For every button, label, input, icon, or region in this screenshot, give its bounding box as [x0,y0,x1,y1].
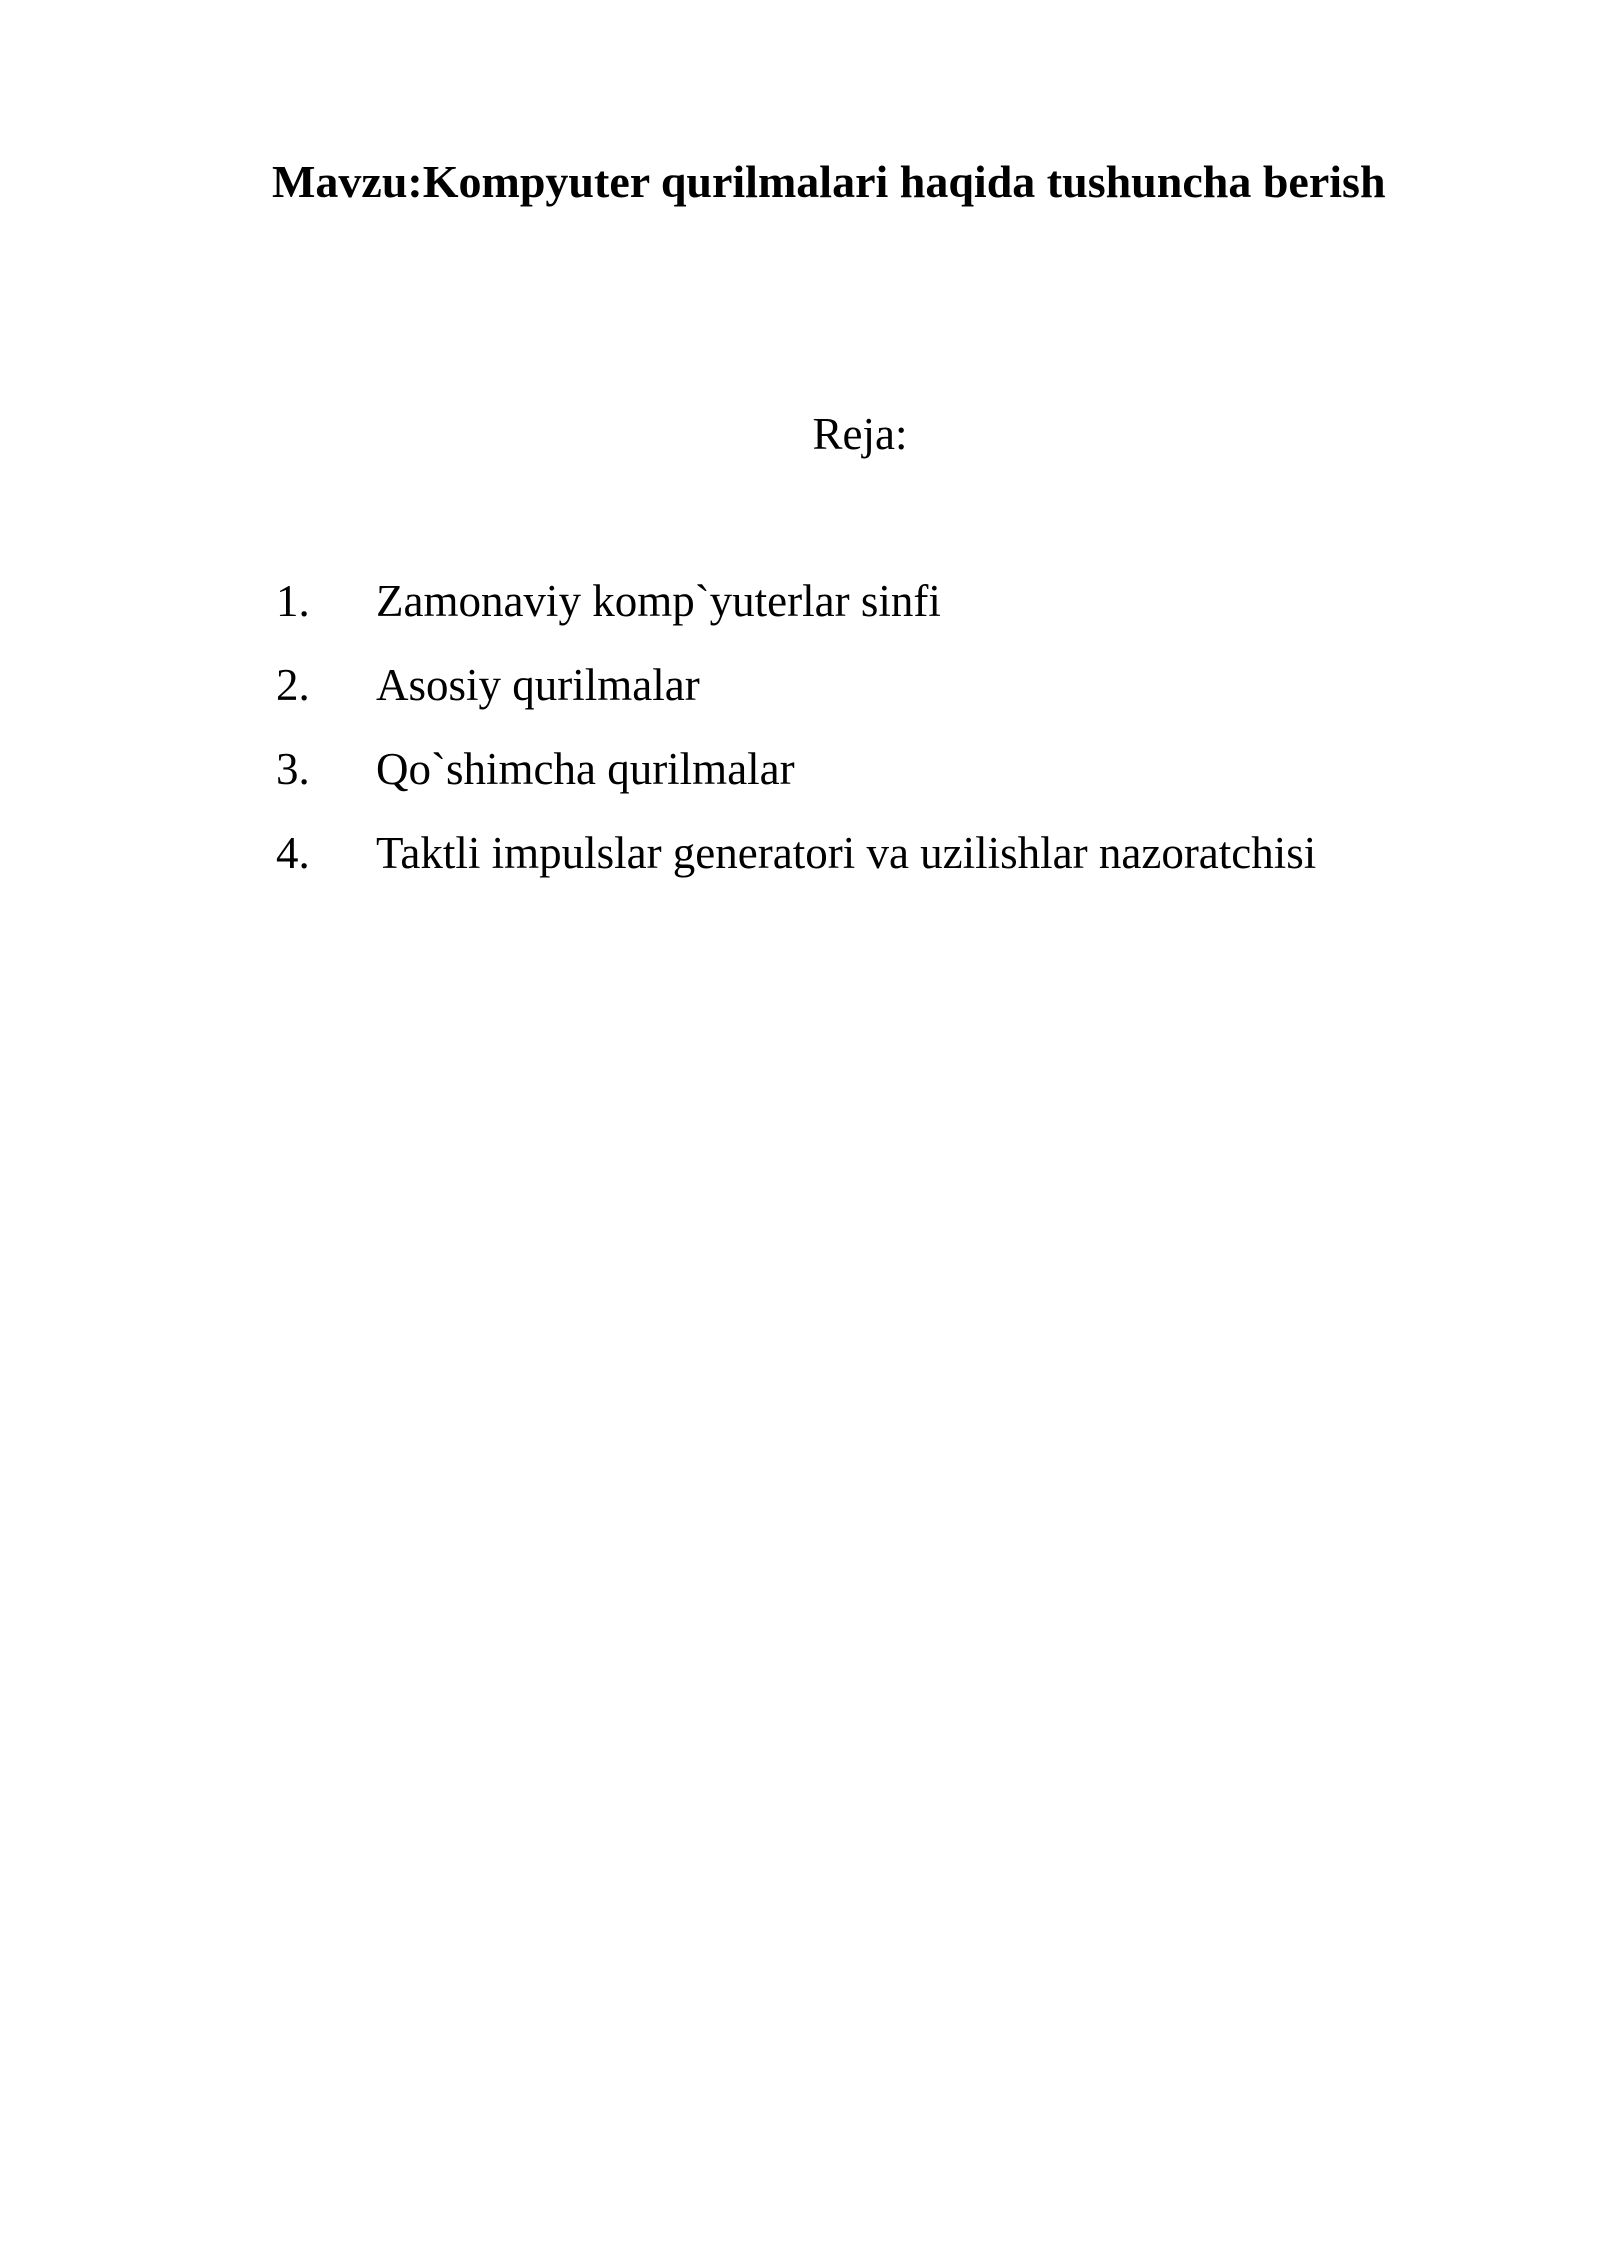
document-title: Mavzu:Kompyuter qurilmalari haqida tushuncha berish [272,156,1386,207]
plan-item-number: 1. [276,576,310,626]
plan-item-number: 3. [276,744,310,794]
plan-item-text: Zamonaviy komp`yuterlar sinfi [376,576,941,626]
plan-item-number: 4. [276,828,310,878]
plan-item [276,653,1316,737]
plan-item [276,737,1316,821]
plan-item-text: Qo`shimcha qurilmalar [376,744,795,794]
plan-list [276,569,1316,905]
plan-item-text: Taktli impulslar generatori va uzilishlar nazoratchisi [376,828,1317,878]
plan-item-text: Asosiy qurilmalar [376,660,700,710]
plan-item [276,821,1316,905]
plan-item-number: 2. [276,660,310,710]
plan-heading: Reja: [812,409,908,459]
plan-item [276,569,1316,653]
